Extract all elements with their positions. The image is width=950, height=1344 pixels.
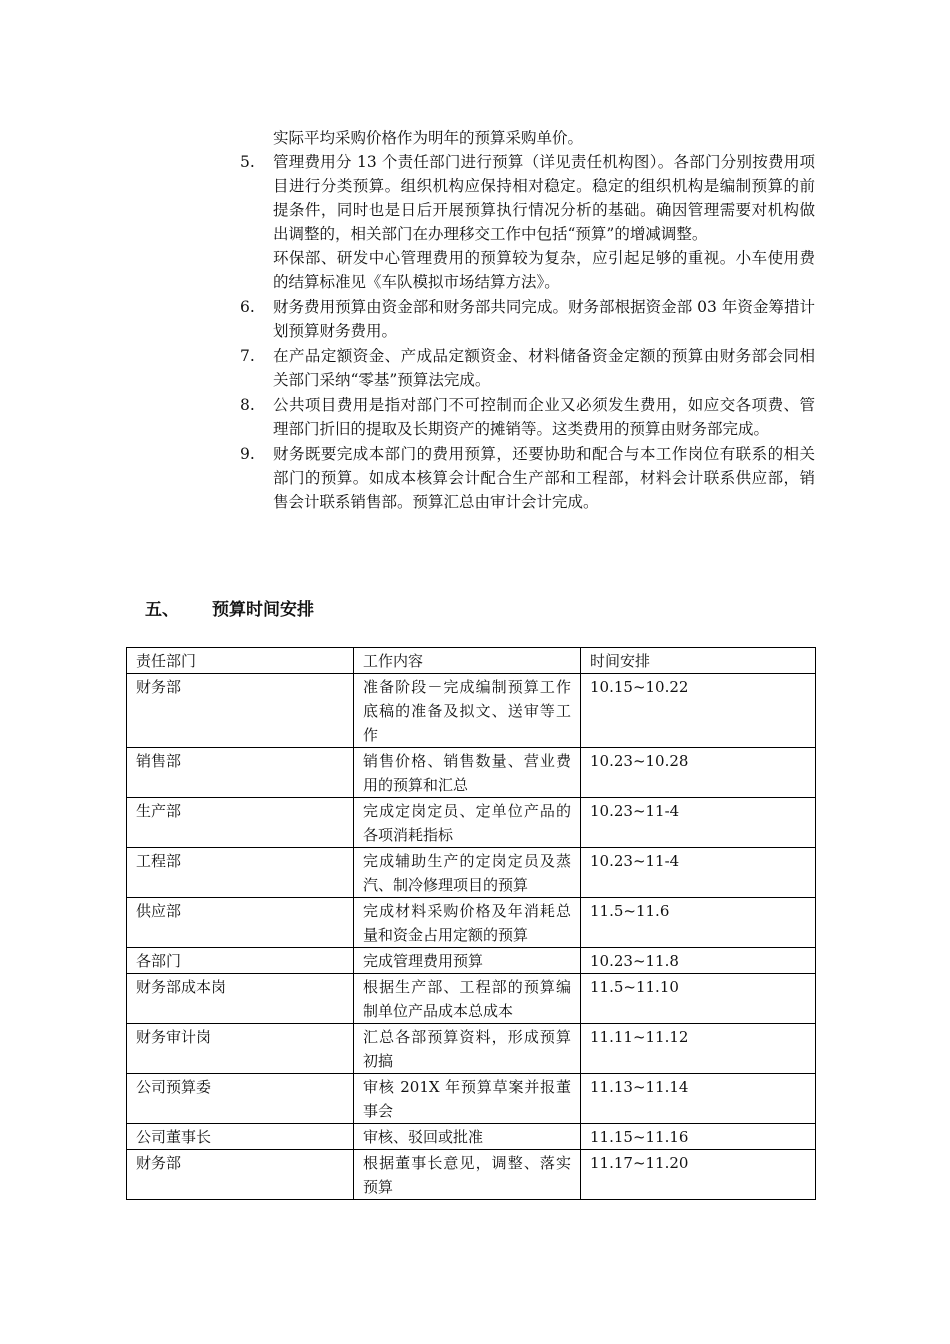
cell-department: 财务审计岗 bbox=[127, 1024, 354, 1074]
cell-department: 生产部 bbox=[127, 798, 354, 848]
table-row bbox=[127, 748, 816, 798]
table-row bbox=[127, 898, 816, 948]
cell-department: 财务部 bbox=[127, 1150, 354, 1200]
list-item bbox=[240, 150, 815, 294]
list-item-body bbox=[273, 150, 815, 294]
cell-schedule: 10.23~10.28 bbox=[581, 748, 816, 798]
table-row bbox=[127, 1150, 816, 1200]
list-item-number: 9. bbox=[240, 445, 255, 463]
list-item bbox=[240, 344, 815, 392]
table-row bbox=[127, 1074, 816, 1124]
cell-department: 公司董事长 bbox=[127, 1124, 354, 1150]
table-row bbox=[127, 798, 816, 848]
table-row bbox=[127, 1024, 816, 1074]
cell-work: 汇总各部预算资料，形成预算初搞 bbox=[354, 1024, 581, 1074]
intro-continuation: 实际平均采购价格作为明年的预算采购单价。 bbox=[273, 129, 584, 147]
cell-work: 完成管理费用预算 bbox=[354, 948, 581, 974]
column-header-department: 责任部门 bbox=[127, 648, 354, 674]
cell-department: 公司预算委 bbox=[127, 1074, 354, 1124]
list-item-paragraph: 管理费用分 13 个责任部门进行预算（详见责任机构图）。各部门分别按费用项目进行分类预算。组织机构应保持相对稳定。稳定的组织机构是编制预算的前提条件，同时也是日后开展预算执行情况分析的基础。确因管理需要对机构做出调整的，相关部门在办理移交工作中包括“预算”的增减调整。 bbox=[273, 153, 815, 243]
table-header-row bbox=[127, 648, 816, 674]
list-item-body bbox=[273, 295, 815, 343]
section-heading bbox=[145, 598, 314, 622]
cell-schedule: 10.23~11-4 bbox=[581, 848, 816, 898]
cell-schedule: 11.15~11.16 bbox=[581, 1124, 816, 1150]
cell-department: 供应部 bbox=[127, 898, 354, 948]
cell-schedule: 11.13~11.14 bbox=[581, 1074, 816, 1124]
table-row bbox=[127, 974, 816, 1024]
list-item-body bbox=[273, 344, 815, 392]
list-item bbox=[240, 295, 815, 343]
list-item-paragraph: 公共项目费用是指对部门不可控制而企业又必须发生费用，如应交各项费、管理部门折旧的提取及长期资产的摊销等。这类费用的预算由财务部完成。 bbox=[273, 396, 815, 438]
list-item-number: 6. bbox=[240, 298, 255, 316]
list-item-number: 5. bbox=[240, 153, 255, 171]
numbered-list bbox=[240, 150, 815, 515]
cell-schedule: 11.11~11.12 bbox=[581, 1024, 816, 1074]
list-item-body bbox=[273, 393, 815, 441]
list-item-number: 8. bbox=[240, 396, 255, 414]
table-row bbox=[127, 848, 816, 898]
cell-work: 准备阶段－完成编制预算工作底稿的准备及拟文、送审等工作 bbox=[354, 674, 581, 748]
cell-schedule: 11.17~11.20 bbox=[581, 1150, 816, 1200]
cell-work: 完成辅助生产的定岗定员及蒸汽、制冷修理项目的预算 bbox=[354, 848, 581, 898]
cell-work: 销售价格、销售数量、营业费用的预算和汇总 bbox=[354, 748, 581, 798]
list-item-body bbox=[273, 442, 815, 514]
cell-schedule: 10.23~11.8 bbox=[581, 948, 816, 974]
list-item-number: 7. bbox=[240, 347, 255, 365]
list-item-paragraph: 财务费用预算由资金部和财务部共同完成。财务部根据资金部 03 年资金筹措计划预算财务费用。 bbox=[273, 298, 815, 340]
list-item-paragraph: 在产品定额资金、产成品定额资金、材料储备资金定额的预算由财务部会同相关部门采纳“零基”预算法完成。 bbox=[273, 347, 815, 389]
list-item-paragraph: 环保部、研发中心管理费用的预算较为复杂，应引起足够的重视。小车使用费的结算标准见《车队模拟市场结算方法》。 bbox=[273, 249, 815, 291]
cell-department: 各部门 bbox=[127, 948, 354, 974]
cell-department: 销售部 bbox=[127, 748, 354, 798]
cell-schedule: 10.23~11-4 bbox=[581, 798, 816, 848]
column-header-work: 工作内容 bbox=[354, 648, 581, 674]
cell-work: 审核 201X 年预算草案并报董事会 bbox=[354, 1074, 581, 1124]
cell-work: 审核、驳回或批准 bbox=[354, 1124, 581, 1150]
cell-work: 完成定岗定员、定单位产品的各项消耗指标 bbox=[354, 798, 581, 848]
column-header-schedule: 时间安排 bbox=[581, 648, 816, 674]
section-title: 预算时间安排 bbox=[212, 600, 314, 620]
cell-schedule: 11.5~11.6 bbox=[581, 898, 816, 948]
cell-schedule: 11.5~11.10 bbox=[581, 974, 816, 1024]
table-row bbox=[127, 1124, 816, 1150]
section-number: 五、 bbox=[145, 600, 179, 620]
cell-department: 财务部成本岗 bbox=[127, 974, 354, 1024]
table-row bbox=[127, 948, 816, 974]
cell-work: 根据董事长意见，调整、落实预算 bbox=[354, 1150, 581, 1200]
cell-work: 完成材料采购价格及年消耗总量和资金占用定额的预算 bbox=[354, 898, 581, 948]
table-row bbox=[127, 674, 816, 748]
cell-department: 工程部 bbox=[127, 848, 354, 898]
schedule-table bbox=[126, 647, 816, 1200]
list-item bbox=[240, 442, 815, 514]
list-item bbox=[240, 393, 815, 441]
cell-department: 财务部 bbox=[127, 674, 354, 748]
list-item-paragraph: 财务既要完成本部门的费用预算，还要协助和配合与本工作岗位有联系的相关部门的预算。如成本核算会计配合生产部和工程部，材料会计联系供应部，销售会计联系销售部。预算汇总由审计会计完成。 bbox=[273, 445, 815, 511]
cell-work: 根据生产部、工程部的预算编制单位产品成本总成本 bbox=[354, 974, 581, 1024]
cell-schedule: 10.15~10.22 bbox=[581, 674, 816, 748]
